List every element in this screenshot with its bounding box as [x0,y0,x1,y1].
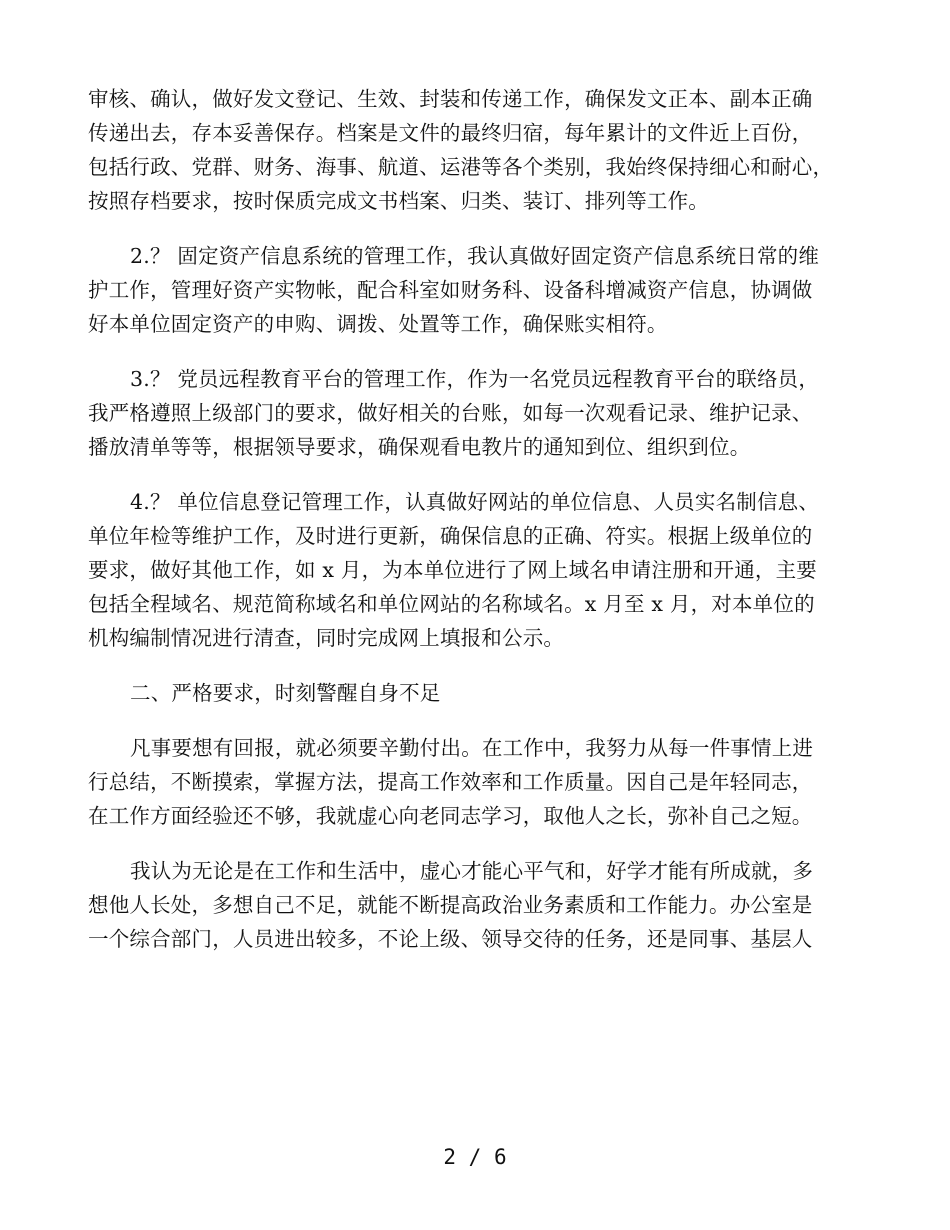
text-line: 4.？ 单位信息登记管理工作，认真做好网站的单位信息、人员实名制信息、 [130,490,820,514]
text-line: 行总结，不断摸索，掌握方法，提高工作效率和工作质量。因自己是年轻同志， [88,770,813,794]
text-line: 审核、确认，做好发文登记、生效、封装和传递工作，确保发文正本、副本正确 [88,87,813,111]
paragraph-gap [88,341,868,362]
paragraph-remote-education [88,362,868,464]
paragraph-gap [88,710,868,731]
text-line: 我认为无论是在工作和生活中，虚心才能心平气和，好学才能有所成就，多 [130,859,814,883]
paragraph-gap [88,833,868,854]
paragraph-unit-info [88,485,868,655]
paragraph-effort [88,731,868,833]
text-line: 护工作，管理好资产实物帐，配合科室如财务科、设备科增减资产信息，协调做 [88,278,813,302]
text-line: 包括行政、党群、财务、海事、航道、运港等各个类别，我始终保持细心和耐心， [88,155,834,179]
text-line: 按照存档要求，按时保质完成文书档案、归类、装订、排列等工作。 [88,189,709,213]
text-line: 一个综合部门，人员进出较多，不论上级、领导交待的任务，还是同事、基层人 [88,927,813,951]
text-line: 播放清单等等，根据领导要求，确保观看电教片的通知到位、组织到位。 [88,435,751,459]
paragraph-gap [88,464,868,485]
section-heading [88,676,868,710]
paragraph-humility [88,854,868,956]
text-line: 凡事要想有回报，就必须要辛勤付出。在工作中，我努力从每一件事情上进 [130,736,814,760]
paragraph-gap [88,218,868,239]
text-line: 传递出去，存本妥善保存。档案是文件的最终归宿，每年累计的文件近上百份， [88,121,813,145]
paragraph-fixed-assets [88,239,868,341]
text-line: 在工作方面经验还不够，我就虚心向老同志学习，取他人之长，弥补自己之短。 [88,804,813,828]
heading-line: 二、严格要求，时刻警醒自身不足 [130,681,441,705]
document-body [88,82,868,956]
text-line: 3.？ 党员远程教育平台的管理工作，作为一名党员远程教育平台的联络员， [130,367,820,391]
text-line: 想他人长处，多想自己不足，就能不断提高政治业务素质和工作能力。办公室是 [88,893,813,917]
text-line: 要求，做好其他工作，如 x 月，为本单位进行了网上域名申请注册和开通，主要 [88,558,817,582]
page-number: 2 / 6 [443,1145,507,1169]
paragraph-gap [88,655,868,676]
paragraph-archive [88,82,868,218]
text-line: 好本单位固定资产的申购、调拨、处置等工作，确保账实相符。 [88,312,668,336]
text-line: 我严格遵照上级部门的要求，做好相关的台账，如每一次观看记录、维护记录、 [88,401,813,425]
text-line: 单位年检等维护工作，及时进行更新，确保信息的正确、符实。根据上级单位的 [88,524,813,548]
text-line: 2.？ 固定资产信息系统的管理工作，我认真做好固定资产信息系统日常的维 [130,244,820,268]
text-line: 包括全程域名、规范简称域名和单位网站的名称域名。x 月至 x 月，对本单位的 [88,592,815,616]
text-line: 机构编制情况进行清查，同时完成网上填报和公示。 [88,626,565,650]
